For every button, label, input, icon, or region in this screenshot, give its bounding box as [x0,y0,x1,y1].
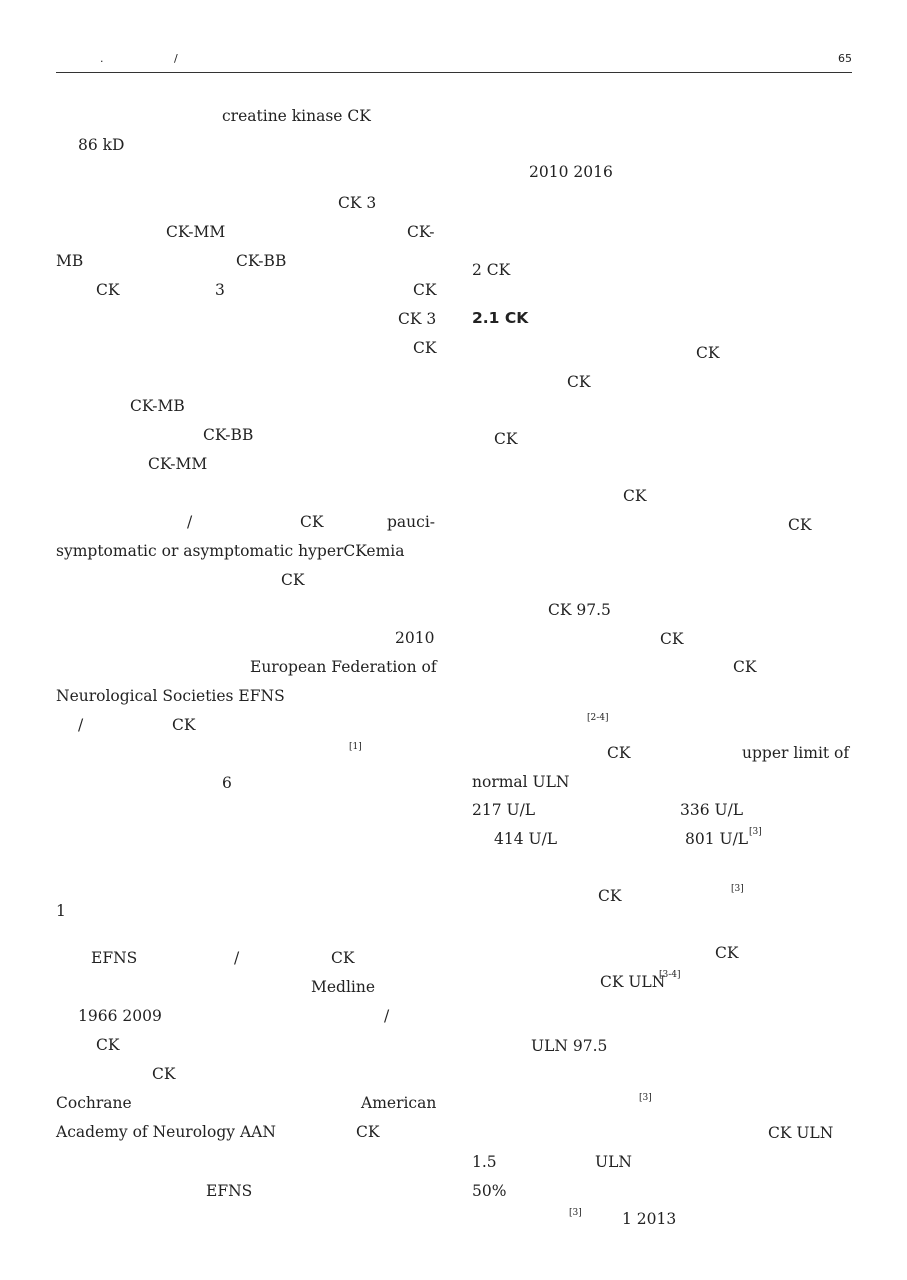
text-line: CK [788,516,812,534]
text-line: CK 3 [338,194,377,212]
text-line: 2010 2016 [529,163,613,181]
text-line: 414 U/L [494,830,558,848]
citation: [2-4] [587,713,609,723]
text-line: / [384,1007,390,1025]
text-line: CK ULN [768,1124,834,1142]
text-line: CK 97.5 [548,601,611,619]
text-line: ULN 97.5 [531,1037,608,1055]
text-line: / [187,513,193,531]
text-line: CK [567,373,591,391]
text-line: Medline [311,978,376,996]
citation: [3] [569,1208,582,1218]
section-heading: 2 CK [472,261,511,279]
text-line: EFNS [91,949,138,967]
text-line: CK [281,571,305,589]
text-line: CK [96,1036,120,1054]
text-line: / [78,716,84,734]
citation: [3] [639,1093,652,1103]
text-line: CK-MM [166,223,226,241]
text-line: CK [623,487,647,505]
subsection-heading: 2.1 CK [472,309,529,327]
text-line: upper limit of [742,744,850,762]
text-line: CK [331,949,355,967]
text-line: 217 U/L [472,801,536,819]
text-line: CK-MM [148,455,208,473]
text-line: CK [715,944,739,962]
text-line: European Federation of [250,658,437,676]
text-line: CK-MB [130,397,185,415]
text-line: 336 U/L [680,801,744,819]
text-line: CK [598,887,622,905]
text-line: Cochrane [56,1094,132,1112]
citation: [3-4] [659,970,681,980]
text-line: American [361,1094,437,1112]
text-line: CK [607,744,631,762]
text-line: Academy of Neurology AAN [56,1123,276,1141]
text-line: 1 2013 [622,1210,677,1228]
text-line: EFNS [206,1182,253,1200]
running-header [56,52,852,73]
text-line: CK ULN [600,973,666,991]
header-left-a: . [100,52,104,65]
text-line: 1966 2009 [78,1007,162,1025]
text-line: Neurological Societies EFNS [56,687,285,705]
text-line: CK [494,430,518,448]
text-line: CK [733,658,757,676]
text-line: pauci- [387,513,436,531]
text-line: CK [152,1065,176,1083]
text-line: 3 [215,281,225,299]
header-left-b: / [174,52,178,65]
text-line: CK [413,339,437,357]
citation: [3] [731,884,744,894]
text-line: CK [696,344,720,362]
text-line: 50% [472,1182,507,1200]
text-line: CK-BB [236,252,287,270]
text-line: / [234,949,240,967]
text-line: symptomatic or asymptomatic hyperCKemia [56,542,405,560]
text-line: CK [413,281,437,299]
citation: [1] [349,742,362,752]
text-line: 801 U/L [685,830,749,848]
text-line: 6 [222,774,232,792]
text-line: CK [660,630,684,648]
text-line: MB [56,252,84,270]
section-number: 1 [56,902,66,920]
page-number: 65 [838,52,852,65]
text-line: CK [356,1123,380,1141]
text-line: CK [300,513,324,531]
citation: [3] [749,827,762,837]
text-line: CK [172,716,196,734]
text-line: normal ULN [472,773,570,791]
text-line: CK 3 [398,310,437,328]
text-line: 2010 [395,629,435,647]
text-line: creatine kinase CK [222,107,371,125]
text-line: ULN [595,1153,632,1171]
text-line: CK-BB [203,426,254,444]
text-line: CK- [407,223,435,241]
text-line: 1.5 [472,1153,497,1171]
text-line: CK [96,281,120,299]
text-line: 86 kD [78,136,125,154]
